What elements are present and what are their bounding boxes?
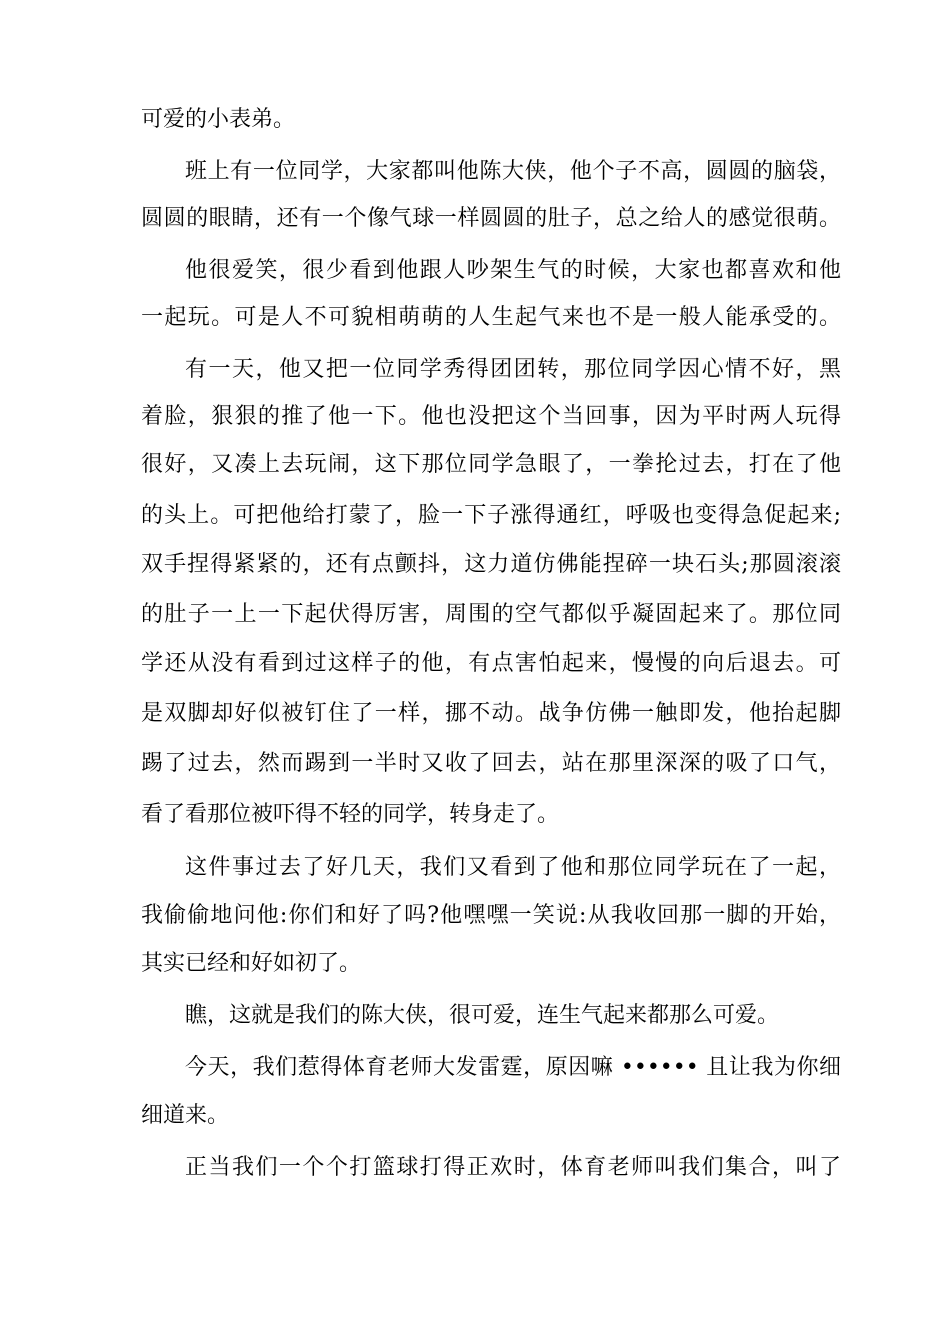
text-line: 细道来。 xyxy=(141,1103,230,1128)
text-line: 是双脚却好似被钉住了一样，挪不动。战争仿佛一触即发，他抬起脚 xyxy=(141,701,841,726)
text-line: 学还从没有看到过这样子的他，有点害怕起来，慢慢的向后退去。可 xyxy=(141,651,841,676)
text-line: 一起玩。可是人不可貌相萌萌的人生起气来也不是一般人能承受的。 xyxy=(141,305,841,330)
text-line: 双手捏得紧紧的，还有点颤抖，这力道仿佛能捏碎一块石头;那圆滚滚 xyxy=(141,552,841,577)
text-line: 很好，又凑上去玩闹，这下那位同学急眼了，一拳抡过去，打在了他 xyxy=(141,452,841,477)
text-line: 班上有一位同学，大家都叫他陈大侠，他个子不高，圆圆的脑袋， xyxy=(185,159,841,184)
text-line: 的肚子一上一下起伏得厉害，周围的空气都似乎凝固起来了。那位同 xyxy=(141,602,841,627)
text-line: 可爱的小表弟。 xyxy=(141,107,296,132)
text-line: 有一天，他又把一位同学秀得团团转，那位同学因心情不好，黑 xyxy=(185,357,841,382)
text-line: 看了看那位被吓得不轻的同学，转身走了。 xyxy=(141,802,560,827)
text-line: 正当我们一个个打篮球打得正欢时，体育老师叫我们集合，叫了 xyxy=(185,1155,841,1180)
text-line: 今天，我们惹得体育老师大发雷霆，原因嘛 •••••• 且让我为你细 xyxy=(185,1055,841,1080)
text-line: 着脸，狠狠的推了他一下。他也没把这个当回事，因为平时两人玩得 xyxy=(141,404,841,429)
text-line: 我偷偷地问他:你们和好了吗?他嘿嘿一笑说:从我收回那一脚的开始， xyxy=(141,903,841,928)
text-line: 瞧，这就是我们的陈大侠，很可爱，连生气起来都那么可爱。 xyxy=(185,1003,780,1028)
text-line: 踢了过去，然而踢到一半时又收了回去，站在那里深深的吸了口气， xyxy=(141,751,841,776)
text-line: 他很爱笑，很少看到他跟人吵架生气的时候，大家也都喜欢和他 xyxy=(185,258,841,283)
text-line: 这件事过去了好几天，我们又看到了他和那位同学玩在了一起， xyxy=(185,855,841,880)
text-line: 其实已经和好如初了。 xyxy=(141,951,362,976)
text-line: 的头上。可把他给打蒙了，脸一下子涨得通红，呼吸也变得急促起来; xyxy=(141,503,841,528)
text-line: 圆圆的眼睛，还有一个像气球一样圆圆的肚子，总之给人的感觉很萌。 xyxy=(141,206,841,231)
